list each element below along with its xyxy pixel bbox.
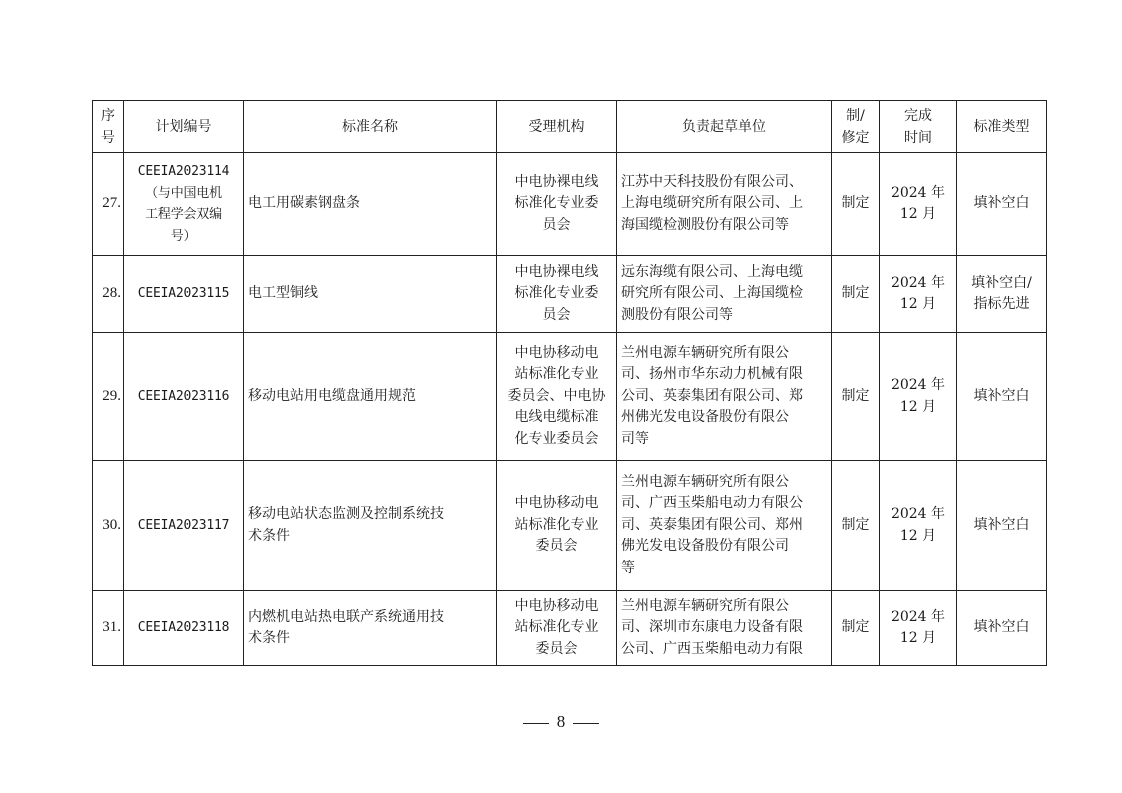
row-accepting-org-line: 中电协移动电 <box>514 344 599 361</box>
row-completion-time <box>880 153 957 256</box>
row-accepting-org-line: 中电协移动电 <box>514 597 599 614</box>
row-accepting-org <box>497 333 617 461</box>
row-seq: 29. <box>93 333 124 461</box>
table-row <box>93 591 1047 666</box>
footer-dash-left <box>523 723 549 724</box>
row-standard-category-line: 填补空白 <box>973 195 1030 212</box>
row-accepting-org-line: 标准化专业委 <box>514 285 599 302</box>
row-accepting-org <box>497 153 617 256</box>
row-accepting-org <box>497 256 617 333</box>
row-standard-category <box>957 591 1047 666</box>
row-completion-time-line: 12 月 <box>899 630 937 646</box>
row-standard-name-line: 术条件 <box>248 527 290 544</box>
row-drafting-unit-line: 司、广西玉柴船电动力有限公 <box>621 495 803 512</box>
row-drafting-unit-line: 兰州电源车辆研究所有限公 <box>621 597 789 614</box>
row-completion-time <box>880 256 957 333</box>
table-header-row <box>93 101 1047 153</box>
header-seq: 序 号 <box>93 101 124 153</box>
row-accepting-org-line: 中电协裸电线 <box>514 263 599 280</box>
row-accepting-org-line: 员会 <box>542 216 571 233</box>
row-completion-time-line: 2024 年 <box>890 506 946 522</box>
header-drafting-unit: 负责起草单位 <box>617 101 832 153</box>
standards-table <box>92 100 1047 666</box>
row-completion-time <box>880 591 957 666</box>
row-drafting-unit-line: 研究所有限公司、上海国缆检 <box>621 285 803 302</box>
row-standard-name-line: 移动电站用电缆盘通用规范 <box>248 387 416 404</box>
row-drafting-unit-line: 司、英泰集团有限公司、郑州 <box>621 516 803 533</box>
row-drafting-unit-line: 司、深圳市东康电力设备有限 <box>621 619 803 636</box>
row-completion-time-line: 2024 年 <box>890 377 946 393</box>
row-completion-time-line: 2024 年 <box>890 274 946 291</box>
header-standard-name: 标准名称 <box>244 101 497 153</box>
row-standard-name-line: 移动电站状态监测及控制系统技 <box>248 506 444 522</box>
table-row <box>93 333 1047 461</box>
header-standard-category: 标准类型 <box>957 101 1047 153</box>
table-row <box>93 153 1047 256</box>
row-plan-code-line: （与中国电机 <box>145 185 222 201</box>
row-drafting-unit-line: 兰州电源车辆研究所有限公 <box>621 473 789 490</box>
row-accepting-org-line: 站标准化专业 <box>514 366 599 383</box>
row-accepting-org-line: 委员会 <box>535 640 578 657</box>
row-standard-name <box>244 461 497 591</box>
row-completion-time-line: 2024 年 <box>890 608 946 625</box>
row-standard-category-line: 填补空白 <box>973 516 1030 533</box>
row-drafting-unit-line: 远东海缆有限公司、上海电缆 <box>621 263 803 280</box>
header-type-revision: 制/ 修定 <box>832 101 880 153</box>
row-accepting-org <box>497 591 617 666</box>
row-completion-time-line: 12 月 <box>899 206 937 222</box>
row-plan-code <box>124 591 244 666</box>
row-plan-code-line: CEEIA2023117 <box>137 517 230 533</box>
row-seq: 30. <box>93 461 124 591</box>
row-completion-time-line: 12 月 <box>899 296 937 312</box>
row-drafting-unit <box>617 256 832 333</box>
row-completion-time-line: 12 月 <box>899 527 937 544</box>
row-accepting-org-line: 员会 <box>542 306 571 323</box>
row-plan-code-line: 工程学会双编 <box>145 207 222 222</box>
row-standard-name-line: 内燃机电站热电联产系统通用技 <box>248 608 444 625</box>
row-type-revision: 制定 <box>832 256 880 333</box>
row-seq: 28. <box>93 256 124 333</box>
row-drafting-unit-line: 江苏中天科技股份有限公司、 <box>621 173 803 190</box>
row-type-revision: 制定 <box>832 461 880 591</box>
row-standard-category <box>957 333 1047 461</box>
row-accepting-org <box>497 461 617 591</box>
row-drafting-unit <box>617 333 832 461</box>
row-drafting-unit-line: 州佛光发电设备股份有限公 <box>621 409 789 426</box>
row-accepting-org-line: 化专业委员会 <box>514 430 599 447</box>
row-standard-name <box>244 591 497 666</box>
row-standard-category-line: 填补空白 <box>973 619 1030 636</box>
row-plan-code-line: CEEIA2023116 <box>137 388 230 404</box>
row-plan-code-line: 号） <box>170 228 197 244</box>
row-plan-code <box>124 153 244 256</box>
row-accepting-org-line: 中电协移动电 <box>514 495 599 512</box>
page-number: 8 <box>556 712 566 731</box>
row-accepting-org-line: 委员会、中电协 <box>507 387 606 404</box>
row-plan-code-line: CEEIA2023118 <box>137 620 230 636</box>
row-type-revision: 制定 <box>832 153 880 256</box>
table-row <box>93 461 1047 591</box>
header-completion-time: 完成 时间 <box>880 101 957 153</box>
row-drafting-unit-line: 等 <box>621 559 635 576</box>
row-standard-name-line: 电工用碳素钢盘条 <box>248 195 360 212</box>
row-drafting-unit-line: 上海电缆研究所有限公司、上 <box>621 195 803 212</box>
row-accepting-org-line: 站标准化专业 <box>514 619 599 636</box>
row-drafting-unit-line: 测股份有限公司等 <box>621 306 733 323</box>
row-completion-time <box>880 461 957 591</box>
row-seq: 31. <box>93 591 124 666</box>
row-drafting-unit-line: 司、扬州市华东动力机械有限 <box>621 366 803 383</box>
row-plan-code <box>124 333 244 461</box>
row-standard-name-line: 电工型铜线 <box>248 285 318 302</box>
footer-dash-right <box>573 723 599 724</box>
row-accepting-org-line: 中电协裸电线 <box>514 173 599 190</box>
row-standard-name-line: 术条件 <box>248 630 290 646</box>
row-standard-category <box>957 153 1047 256</box>
row-accepting-org-line: 电线电缆标准 <box>514 409 599 426</box>
row-type-revision: 制定 <box>832 333 880 461</box>
row-standard-category <box>957 256 1047 333</box>
header-plan-code: 计划编号 <box>124 101 244 153</box>
row-standard-category-line: 填补空白/ <box>971 274 1032 291</box>
row-drafting-unit-line: 兰州电源车辆研究所有限公 <box>621 344 789 361</box>
row-drafting-unit-line: 海国缆检测股份有限公司等 <box>621 216 789 233</box>
row-completion-time-line: 12 月 <box>899 398 937 415</box>
row-completion-time <box>880 333 957 461</box>
row-standard-category-line: 指标先进 <box>973 296 1030 312</box>
row-plan-code <box>124 256 244 333</box>
row-drafting-unit-line: 司等 <box>621 430 649 447</box>
row-drafting-unit <box>617 153 832 256</box>
row-drafting-unit-line: 公司、英泰集团有限公司、郑 <box>621 387 803 404</box>
row-standard-name <box>244 153 497 256</box>
row-plan-code-line: CEEIA2023115 <box>137 286 230 302</box>
row-accepting-org-line: 站标准化专业 <box>514 516 599 533</box>
row-completion-time-line: 2024 年 <box>890 184 946 201</box>
row-standard-name <box>244 333 497 461</box>
row-drafting-unit <box>617 461 832 591</box>
header-accepting-org: 受理机构 <box>497 101 617 153</box>
row-accepting-org-line: 委员会 <box>535 538 578 555</box>
row-plan-code <box>124 461 244 591</box>
table-row <box>93 256 1047 333</box>
row-drafting-unit <box>617 591 832 666</box>
row-drafting-unit-line: 公司、广西玉柴船电动力有限 <box>621 640 803 657</box>
row-plan-code-line: CEEIA2023114 <box>137 164 230 179</box>
row-standard-category-line: 填补空白 <box>973 387 1030 404</box>
row-type-revision: 制定 <box>832 591 880 666</box>
row-standard-name <box>244 256 497 333</box>
row-drafting-unit-line: 佛光发电设备股份有限公司 <box>621 538 789 555</box>
page-footer <box>0 712 1122 732</box>
row-standard-category <box>957 461 1047 591</box>
row-seq: 27. <box>93 153 124 256</box>
row-accepting-org-line: 标准化专业委 <box>514 195 599 212</box>
